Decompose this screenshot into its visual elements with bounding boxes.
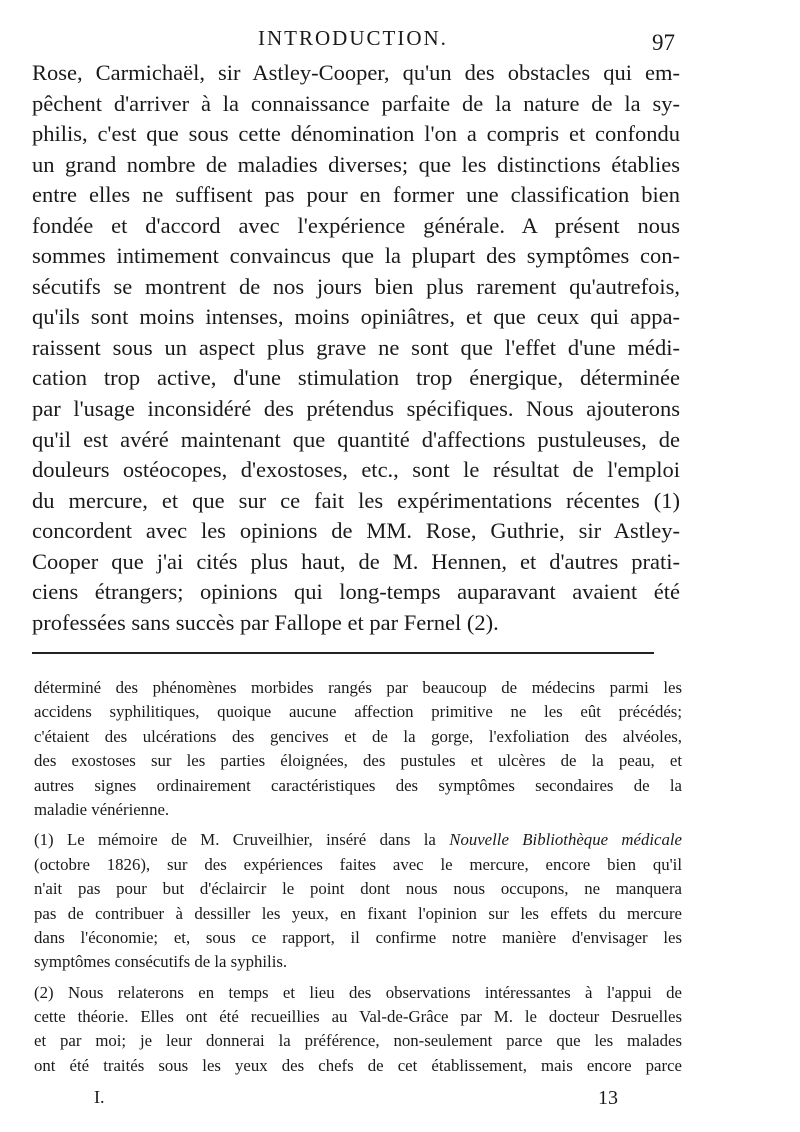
footnote-separator	[32, 652, 654, 654]
text-line: pêchent d'arriver à la connaissance parfaite de la nature de la sy-	[32, 90, 680, 116]
note-line: déterminé des phénomènes morbides rangés par beaucoup de médecins parmi les	[34, 678, 682, 697]
sheet-number: 13	[598, 1087, 618, 1109]
footnote-continuation	[34, 676, 682, 822]
note-line: (octobre 1826), sur des expériences faites avec le mercure, encore bien qu'il	[34, 854, 682, 874]
text-line: professées sans succès par Fallope et par Fernel (2).	[32, 609, 499, 635]
note-line: c'étaient des ulcérations des gencives et de la gorge, l'exfoliation des alvéoles,	[34, 726, 682, 746]
note-line: symptômes consécutifs de la syphilis.	[34, 952, 288, 972]
note-line: cette théorie. Elles ont été recueillies au Val-de-Grâce par M. le docteur Desruelles	[34, 1007, 682, 1027]
text-line: cation trop active, d'une stimulation trop énergique, déterminée	[32, 365, 680, 391]
text-line: sécutifs se montrent de nos jours bien plus rarement qu'autrefois,	[32, 273, 680, 299]
text-line: entre elles ne suffisent pas pour en former une classification bien	[32, 182, 680, 208]
text-line: douleurs ostéocopes, d'exostoses, etc., sont le résultat de l'emploi	[32, 457, 680, 483]
printer-signature	[32, 1087, 632, 1115]
note-line: ont été traités sous les yeux des chefs de cet établissement, mais encore parce	[34, 1055, 682, 1075]
text-line: sommes intimement convaincus que la plupart des symptômes con-	[32, 243, 680, 269]
text-line: qu'ils sont moins intenses, moins opiniâtres, et que ceux qui appa-	[32, 304, 680, 330]
text-line: Cooper que j'ai cités plus haut, de M. Hennen, et d'autres prati-	[32, 548, 680, 574]
note-line: n'ait pas pour but d'éclaircir le point dont nous nous occupons, ne manquera	[34, 879, 682, 899]
text-line: Rose, Carmichaël, sir Astley-Cooper, qu'un des obstacles qui em-	[32, 60, 680, 85]
running-title: INTRODUCTION.	[258, 26, 448, 50]
footnote-1	[34, 828, 682, 974]
note-text: (1) Le mémoire de M. Cruveilhier, inséré dans la	[34, 830, 450, 850]
text-line: ciens étrangers; opinions qui long-temps auparavant avaient été	[32, 579, 680, 605]
note-line	[34, 828, 682, 852]
note-line: autres signes ordinairement caractéristiques des symptômes secondaires de la	[34, 775, 682, 795]
text-line: du mercure, et que sur ce fait les expérimentations récentes (1)	[32, 487, 680, 513]
page-header	[32, 22, 692, 62]
text-line: fondée et d'accord avec l'expérience générale. A présent nous	[32, 212, 680, 238]
text-line: concordent avec les opinions de MM. Rose, Guthrie, sir Astley-	[32, 518, 680, 544]
note-line: des exostoses sur les parties éloignées, des pustules et ulcères de la peau, et	[34, 751, 682, 771]
note-line: pas de contribuer à dessiller les yeux, en fixant l'opinion sur les effets du mercure	[34, 903, 682, 923]
note-line: (2) Nous relaterons en temps et lieu des observations intéressantes à l'appui de	[34, 982, 682, 1002]
main-text	[32, 58, 680, 638]
text-line: qu'il est avéré maintenant que quantité d'affections pustuleuses, de	[32, 426, 680, 452]
volume-mark: I.	[94, 1087, 105, 1107]
footnote-2	[34, 981, 682, 1079]
text-line: philis, c'est que sous cette dénomination l'on a compris et confondu	[32, 121, 680, 147]
page-number: 97	[652, 30, 675, 55]
journal-title: Nouvelle Bibliothèque médicale	[449, 830, 682, 850]
text-line: par l'usage inconsidéré des prétendus spécifiques. Nous ajouterons	[32, 396, 680, 422]
footnotes	[34, 676, 682, 1078]
note-line: accidens syphilitiques, quoique aucune affection primitive ne les eût précédés;	[34, 702, 682, 722]
note-line: maladie vénérienne.	[34, 799, 170, 819]
note-line: dans l'économie; et, sous ce rapport, il confirme notre manière d'envisager les	[34, 927, 682, 947]
text-line: un grand nombre de maladies diverses; que les distinctions établies	[32, 151, 680, 177]
text-line: raissent sous un aspect plus grave ne sont que l'effet d'une médi-	[32, 334, 680, 360]
note-line: et par moi; je leur donnerai la préférence, non-seulement parce que les malades	[34, 1031, 682, 1051]
